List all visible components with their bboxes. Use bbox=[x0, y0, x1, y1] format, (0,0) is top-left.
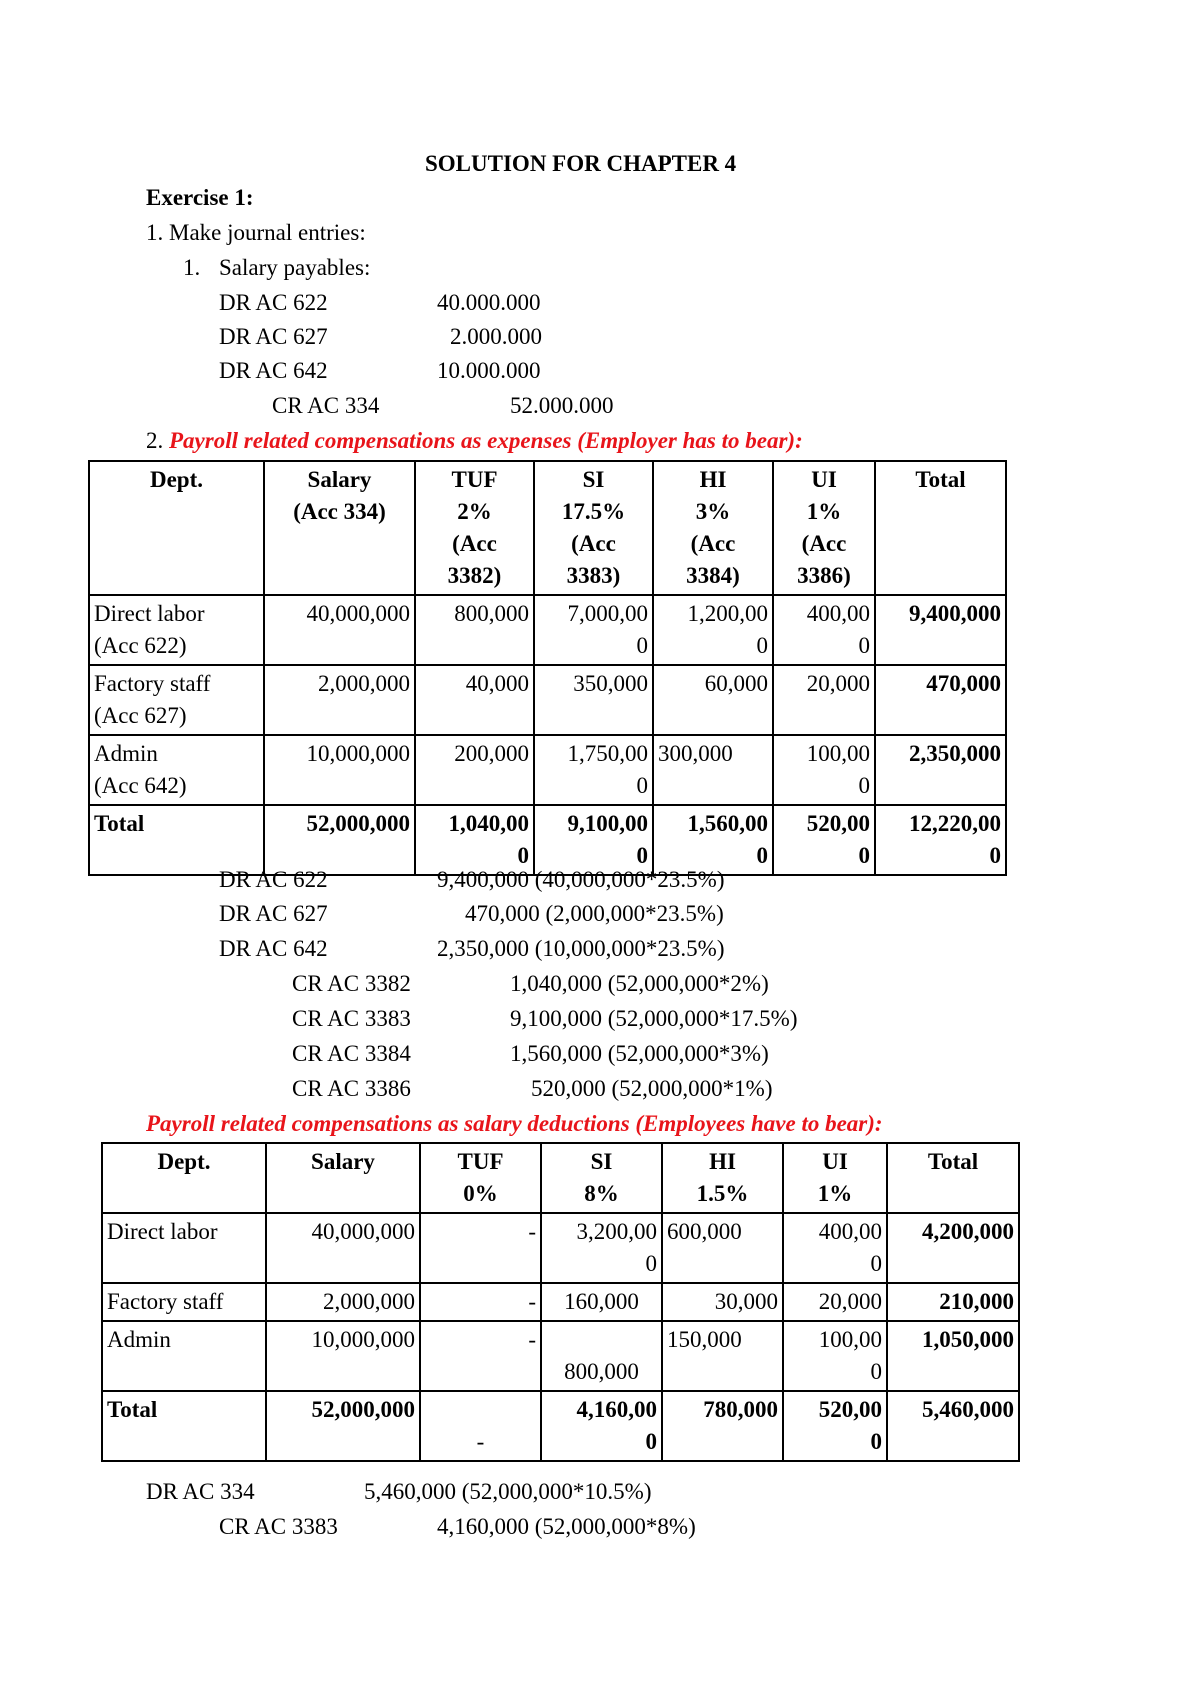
ui-cell: 400,00 0 bbox=[783, 1213, 887, 1283]
header-salary: Salary (Acc 334) bbox=[264, 461, 415, 595]
header-dept: Dept. bbox=[102, 1143, 266, 1213]
journal-amount: 40.000.000 bbox=[437, 290, 541, 315]
journal-account: DR AC 622 bbox=[219, 290, 328, 315]
tuf-cell: 200,000 bbox=[415, 735, 534, 805]
employee-deduction-table bbox=[101, 1142, 1020, 1462]
journal-amount: 1,040,000 (52,000,000*2%) bbox=[510, 971, 769, 996]
total-cell: 1,050,000 bbox=[887, 1321, 1019, 1391]
journal-amount: 9,400,000 (40,000,000*23.5%) bbox=[437, 867, 725, 892]
journal-account: DR AC 627 bbox=[219, 324, 328, 349]
journal-account: DR AC 642 bbox=[219, 358, 328, 383]
header-hi: HI 1.5% bbox=[662, 1143, 783, 1213]
dept-cell: Admin (Acc 642) bbox=[89, 735, 264, 805]
hi-total: 1,560,00 0 bbox=[653, 805, 773, 875]
header-dept: Dept. bbox=[89, 461, 264, 595]
journal-amount: 520,000 (52,000,000*1%) bbox=[531, 1076, 773, 1101]
header-tuf: TUF 0% bbox=[420, 1143, 541, 1213]
journal-amount: 52.000.000 bbox=[510, 393, 614, 418]
salary-cell: 10,000,000 bbox=[266, 1321, 420, 1391]
section-title: Payroll related compensations as expenses (Employer has to bear): bbox=[169, 428, 803, 453]
hi-cell: 60,000 bbox=[653, 665, 773, 735]
header-hi: HI 3% (Acc 3384) bbox=[653, 461, 773, 595]
table-row bbox=[89, 735, 1006, 805]
sub-item-text: Salary payables: bbox=[219, 255, 371, 280]
exercise-heading: Exercise 1: bbox=[146, 185, 254, 210]
journal-account: CR AC 3384 bbox=[292, 1041, 411, 1066]
journal-amount: 2.000.000 bbox=[450, 324, 542, 349]
header-tuf: TUF 2% (Acc 3382) bbox=[415, 461, 534, 595]
tuf-total: 1,040,00 0 bbox=[415, 805, 534, 875]
grand-total: 5,460,000 bbox=[887, 1391, 1019, 1461]
total-cell: 4,200,000 bbox=[887, 1213, 1019, 1283]
ui-cell: 20,000 bbox=[773, 665, 875, 735]
hi-total: 780,000 bbox=[662, 1391, 783, 1461]
journal-account: DR AC 622 bbox=[219, 867, 328, 892]
table-row bbox=[89, 595, 1006, 665]
table-row bbox=[102, 1321, 1019, 1391]
step-heading: 1. Make journal entries: bbox=[146, 220, 366, 245]
si-cell: 1,750,00 0 bbox=[534, 735, 653, 805]
dept-cell: Factory staff bbox=[102, 1283, 266, 1321]
journal-account: CR AC 334 bbox=[272, 393, 380, 418]
header-si: SI 8% bbox=[541, 1143, 662, 1213]
ui-cell: 100,00 0 bbox=[773, 735, 875, 805]
header-salary: Salary bbox=[266, 1143, 420, 1213]
total-cell: 470,000 bbox=[875, 665, 1006, 735]
total-cell: 2,350,000 bbox=[875, 735, 1006, 805]
table-total-row bbox=[89, 805, 1006, 875]
ui-total: 520,00 0 bbox=[783, 1391, 887, 1461]
salary-cell: 2,000,000 bbox=[266, 1283, 420, 1321]
salary-cell: 10,000,000 bbox=[264, 735, 415, 805]
dept-cell: Direct labor bbox=[102, 1213, 266, 1283]
si-cell: 800,000 bbox=[541, 1321, 662, 1391]
dept-cell: Admin bbox=[102, 1321, 266, 1391]
grand-total: 12,220,00 0 bbox=[875, 805, 1006, 875]
journal-amount: 9,100,000 (52,000,000*17.5%) bbox=[510, 1006, 798, 1031]
header-si: SI 17.5% (Acc 3383) bbox=[534, 461, 653, 595]
total-cell: 210,000 bbox=[887, 1283, 1019, 1321]
tuf-cell: - bbox=[420, 1283, 541, 1321]
journal-account: CR AC 3382 bbox=[292, 971, 411, 996]
journal-account: CR AC 3383 bbox=[292, 1006, 411, 1031]
salary-cell: 40,000,000 bbox=[266, 1213, 420, 1283]
table-row bbox=[102, 1283, 1019, 1321]
section-number: 2. bbox=[146, 428, 164, 453]
salary-total: 52,000,000 bbox=[264, 805, 415, 875]
total-label: Total bbox=[89, 805, 264, 875]
hi-cell: 30,000 bbox=[662, 1283, 783, 1321]
tuf-cell: 800,000 bbox=[415, 595, 534, 665]
journal-account: CR AC 3383 bbox=[219, 1514, 338, 1539]
si-total: 4,160,00 0 bbox=[541, 1391, 662, 1461]
ui-cell: 20,000 bbox=[783, 1283, 887, 1321]
dept-cell: Factory staff (Acc 627) bbox=[89, 665, 264, 735]
table-row bbox=[102, 1213, 1019, 1283]
ui-total: 520,00 0 bbox=[773, 805, 875, 875]
total-cell: 9,400,000 bbox=[875, 595, 1006, 665]
journal-amount: 10.000.000 bbox=[437, 358, 541, 383]
salary-total: 52,000,000 bbox=[266, 1391, 420, 1461]
si-cell: 3,200,00 0 bbox=[541, 1213, 662, 1283]
journal-amount: 2,350,000 (10,000,000*23.5%) bbox=[437, 936, 725, 961]
journal-amount: 470,000 (2,000,000*23.5%) bbox=[465, 901, 724, 926]
hi-cell: 300,000 bbox=[653, 735, 773, 805]
section-title: Payroll related compensations as salary deductions (Employees have to bear): bbox=[146, 1111, 883, 1136]
ui-cell: 100,00 0 bbox=[783, 1321, 887, 1391]
tuf-cell: - bbox=[420, 1321, 541, 1391]
section-heading bbox=[146, 427, 803, 455]
table-row bbox=[89, 665, 1006, 735]
table-header-row bbox=[102, 1143, 1019, 1213]
header-total: Total bbox=[887, 1143, 1019, 1213]
hi-cell: 1,200,00 0 bbox=[653, 595, 773, 665]
journal-amount: 4,160,000 (52,000,000*8%) bbox=[437, 1514, 696, 1539]
employer-compensation-table bbox=[88, 460, 1007, 876]
salary-cell: 40,000,000 bbox=[264, 595, 415, 665]
journal-account: DR AC 627 bbox=[219, 901, 328, 926]
si-total: 9,100,00 0 bbox=[534, 805, 653, 875]
header-ui: UI 1% bbox=[783, 1143, 887, 1213]
journal-amount: 5,460,000 (52,000,000*10.5%) bbox=[364, 1479, 652, 1504]
header-ui: UI 1% (Acc 3386) bbox=[773, 461, 875, 595]
page-title: SOLUTION FOR CHAPTER 4 bbox=[425, 151, 737, 176]
ui-cell: 400,00 0 bbox=[773, 595, 875, 665]
dept-cell: Direct labor (Acc 622) bbox=[89, 595, 264, 665]
tuf-total: - bbox=[420, 1391, 541, 1461]
tuf-cell: - bbox=[420, 1213, 541, 1283]
sub-item-number: 1. bbox=[183, 255, 201, 280]
header-total: Total bbox=[875, 461, 1006, 595]
journal-account: CR AC 3386 bbox=[292, 1076, 411, 1101]
journal-account: DR AC 642 bbox=[219, 936, 328, 961]
tuf-cell: 40,000 bbox=[415, 665, 534, 735]
salary-cell: 2,000,000 bbox=[264, 665, 415, 735]
hi-cell: 600,000 bbox=[662, 1213, 783, 1283]
si-cell: 7,000,00 0 bbox=[534, 595, 653, 665]
hi-cell: 150,000 bbox=[662, 1321, 783, 1391]
table-header-row bbox=[89, 461, 1006, 595]
si-cell: 160,000 bbox=[541, 1283, 662, 1321]
journal-amount: 1,560,000 (52,000,000*3%) bbox=[510, 1041, 769, 1066]
table-total-row bbox=[102, 1391, 1019, 1461]
si-cell: 350,000 bbox=[534, 665, 653, 735]
total-label: Total bbox=[102, 1391, 266, 1461]
journal-account: DR AC 334 bbox=[146, 1479, 255, 1504]
